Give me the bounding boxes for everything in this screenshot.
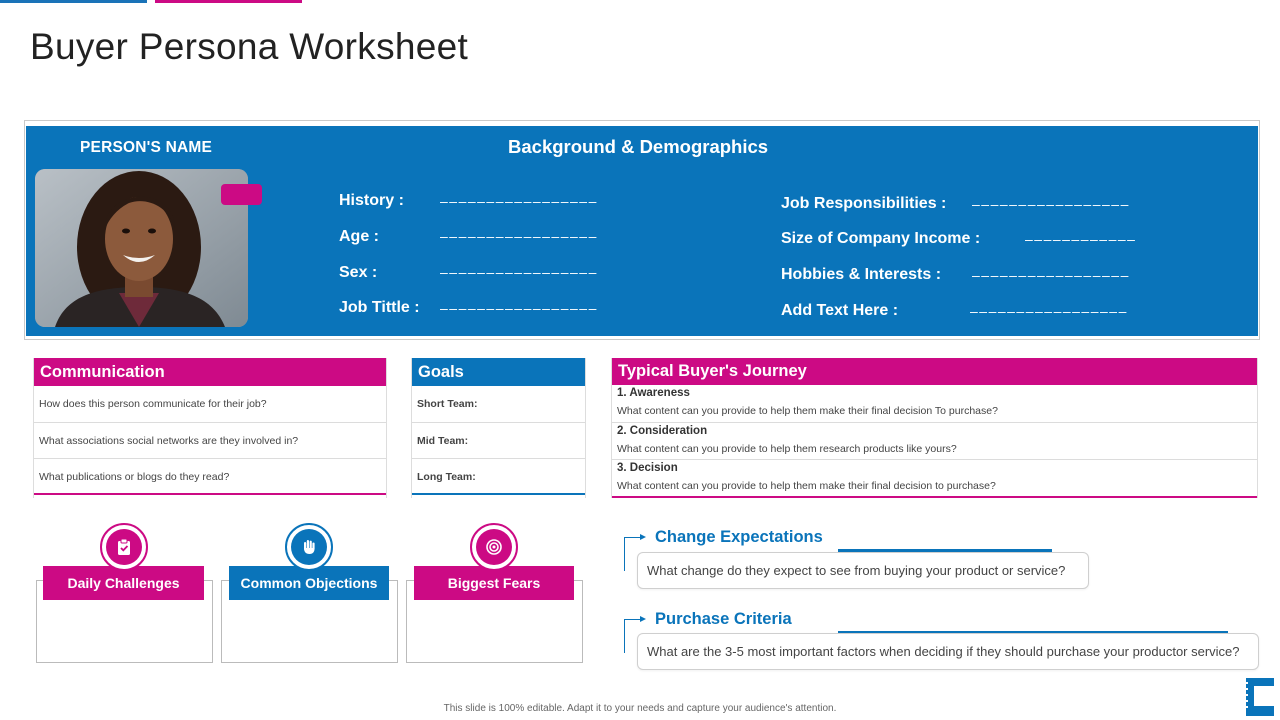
- add-text-value[interactable]: –––––––––––––––––: [970, 303, 1128, 319]
- biggest-fears-label: Biggest Fears: [414, 566, 574, 600]
- history-value[interactable]: –––––––––––––––––: [440, 193, 598, 209]
- goals-table: [411, 358, 586, 498]
- page-title: Buyer Persona Worksheet: [30, 26, 469, 67]
- sex-value[interactable]: –––––––––––––––––: [440, 264, 598, 280]
- add-text-label: Add Text Here :: [781, 302, 899, 319]
- background-demographics-title: Background & Demographics: [508, 136, 769, 157]
- clipboard-check-icon: [115, 538, 133, 556]
- arrow-right-icon: [640, 616, 646, 622]
- table-row: Short Team:: [412, 386, 585, 423]
- stop-hand-icon: [300, 538, 318, 556]
- company-income-label: Size of Company Income :: [781, 230, 981, 247]
- footer-note: This slide is 100% editable. Adapt it to your needs and capture your audience's attention.: [443, 703, 837, 714]
- table-row: Long Team:: [412, 459, 585, 495]
- job-responsibilities-label: Job Responsibilities :: [781, 195, 947, 212]
- job-title-label: Job Tittle :: [339, 299, 420, 316]
- journey-step-title: 1. Awareness: [617, 387, 690, 399]
- journey-step-desc: What content can you provide to help them make their final decision to purchase?: [617, 480, 996, 492]
- sex-label: Sex :: [339, 264, 378, 281]
- daily-challenges-badge: [100, 523, 148, 571]
- photo-tag: [221, 184, 262, 205]
- communication-header: Communication: [34, 358, 386, 386]
- table-row: What publications or blogs do they read?: [34, 459, 386, 495]
- age-value[interactable]: –––––––––––––––––: [440, 228, 598, 244]
- person-name-label: PERSON'S NAME: [80, 139, 213, 156]
- table-row: How does this person communicate for their job?: [34, 386, 386, 423]
- journey-step-title: 3. Decision: [617, 462, 678, 474]
- common-objections-label: Common Objections: [229, 566, 389, 600]
- journey-step-decision: [612, 460, 1257, 498]
- arrow-right-icon: [640, 534, 646, 540]
- journey-step-awareness: [612, 385, 1257, 423]
- age-label: Age :: [339, 228, 379, 245]
- top-accent-bar-pink: [155, 0, 302, 3]
- daily-challenges-label: Daily Challenges: [43, 566, 204, 600]
- journey-header: Typical Buyer's Journey: [612, 358, 1257, 385]
- journey-step-title: 2. Consideration: [617, 425, 708, 437]
- table-row: What associations social networks are they involved in?: [34, 423, 386, 459]
- job-responsibilities-value[interactable]: –––––––––––––––––: [972, 196, 1130, 212]
- goals-header: Goals: [412, 358, 585, 386]
- buyers-journey-table: [611, 358, 1258, 498]
- journey-step-desc: What content can you provide to help them make their final decision To purchase?: [617, 405, 998, 417]
- company-income-value[interactable]: ––––––––––––: [1025, 231, 1137, 247]
- purchase-criteria-question[interactable]: What are the 3-5 most important factors when deciding if they should purchase your productor service?: [637, 633, 1259, 670]
- change-expectations-heading: Change Expectations: [655, 528, 823, 546]
- biggest-fears-badge: [470, 523, 518, 571]
- table-row: Mid Team:: [412, 423, 585, 459]
- history-label: History :: [339, 192, 404, 209]
- journey-step-desc: What content can you provide to help them research products like yours?: [617, 443, 957, 455]
- purchase-criteria-heading: Purchase Criteria: [655, 610, 792, 628]
- common-objections-badge: [285, 523, 333, 571]
- brand-logo-icon: [1244, 676, 1276, 716]
- hobbies-interests-label: Hobbies & Interests :: [781, 266, 942, 283]
- journey-step-consideration: [612, 423, 1257, 460]
- communication-table: [33, 358, 387, 498]
- target-icon: [485, 538, 503, 556]
- hobbies-interests-value[interactable]: –––––––––––––––––: [972, 267, 1130, 283]
- top-accent-bar-blue: [0, 0, 147, 3]
- job-title-value[interactable]: –––––––––––––––––: [440, 300, 598, 316]
- persona-photo: [35, 169, 248, 327]
- change-expectations-question[interactable]: What change do they expect to see from buying your product or service?: [637, 552, 1089, 589]
